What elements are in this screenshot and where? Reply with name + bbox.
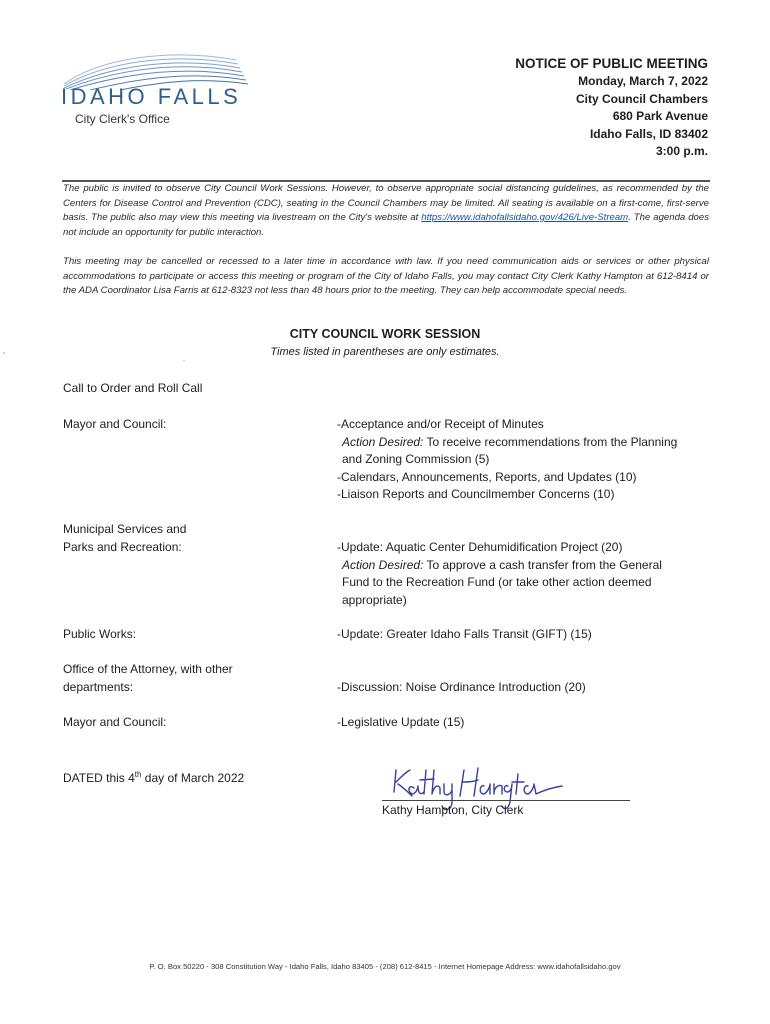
meeting-notice <box>515 55 708 161</box>
meeting-time: 3:00 p.m. <box>655 144 708 158</box>
attorney-label-line2: departments: <box>63 679 134 694</box>
signature-line <box>382 800 630 801</box>
dated-sup: th <box>134 770 142 779</box>
intro-text-end: . The agenda does not include an opportunity for public interaction. <box>63 212 709 238</box>
transit-item: -Update: Greater Idaho Falls Transit (GIFT) (15) <box>337 627 592 641</box>
liaison-item: -Liaison Reports and Councilmember Concerns (10) <box>337 487 615 501</box>
minutes-action-text: To receive recommendations from the Planning <box>423 434 678 449</box>
minutes-action-cont: and Zoning Commission (5) <box>342 452 490 466</box>
aquatic-action-cont2: appropriate) <box>342 592 407 607</box>
aquatic-item: -Update: Aquatic Center Dehumidification Project (20) <box>337 540 623 554</box>
accommodation-paragraph: This meeting may be cancelled or recessed to a later time in accordance with law. If you need communication aids or services or other physical accommodations to participate or access this meeting or program of the City of Idaho Falls, you may contact City Clerk Kathy Hampton at 612-8414 or the ADA Coordinator Lisa Farris at 612-8323 not less than 48 hours prior to the meeting. They can help accommodate special needs. <box>63 256 709 297</box>
signer-name: Kathy Hampton, City Clerk <box>382 803 524 817</box>
intro-paragraph <box>63 182 709 240</box>
intro-text: The public is invited to observe City Council Work Sessions. However, to observe appropriate social distancing guidelines, as recommended by the Centers for Disease Control and Prevention (CDC), seating in the Council Chambers may be limited. All seating is available on a first-come, first-serve basis. The public also may view this meeting via livestream on the City's website at <box>63 183 709 224</box>
page-footer: P. O. Box 50220 - 308 Constitution Way - Idaho Falls, Idaho 83405 - (208) 612-8415 - Internet Homepage Address: www.idahofallsidaho.gov <box>149 962 621 971</box>
session-subtitle: Times listed in parentheses are only estimates. <box>270 346 500 358</box>
dated-line <box>63 766 244 788</box>
noise-item: -Discussion: Noise Ordinance Introduction (20) <box>337 680 586 694</box>
office-name: City Clerk's Office <box>75 112 170 126</box>
minutes-action <box>337 434 717 452</box>
mayor-council-label-2: Mayor and Council: <box>63 715 167 729</box>
legislative-item: -Legislative Update (15) <box>337 715 465 729</box>
calendars-item: -Calendars, Announcements, Reports, and Updates (10) <box>337 469 637 484</box>
minutes-item: -Acceptance and/or Receipt of Minutes <box>337 417 544 431</box>
session-title: CITY COUNCIL WORK SESSION <box>289 327 481 341</box>
meeting-address: 680 Park Avenue <box>612 109 708 123</box>
dated-prefix: DATED this 4 <box>63 771 135 785</box>
meeting-date: Monday, March 7, 2022 <box>578 74 708 88</box>
logo-text: IDAHO FALLS <box>61 84 242 109</box>
aquatic-action-text: To approve a cash transfer from the General <box>423 557 662 572</box>
action-desired-label: Action Desired: <box>342 557 424 572</box>
municipal-label-line2: Parks and Recreation: <box>63 539 182 554</box>
agenda-block-minutes <box>337 416 717 504</box>
livestream-link[interactable]: https://www.idahofallsidaho.gov/426/Live-Stream <box>421 212 629 224</box>
municipal-label-line1: Municipal Services and <box>63 522 187 536</box>
public-works-label: Public Works: <box>63 627 137 641</box>
municipal-services-label <box>63 521 186 556</box>
notice-title: NOTICE OF PUBLIC MEETING <box>515 56 708 71</box>
scan-speck <box>3 352 5 354</box>
attorney-label <box>63 661 233 696</box>
agenda-block-aquatic <box>337 539 717 609</box>
aquatic-action <box>337 557 717 575</box>
attorney-label-line1: Office of the Attorney, with other <box>63 662 233 676</box>
dated-suffix: day of March 2022 <box>141 771 245 785</box>
call-to-order: Call to Order and Roll Call <box>63 381 203 395</box>
meeting-venue: City Council Chambers <box>575 91 708 106</box>
city-logo <box>60 46 250 136</box>
scan-speck <box>183 360 185 361</box>
aquatic-action-cont1: Fund to the Recreation Fund (or take other action deemed <box>342 575 652 589</box>
mayor-council-label: Mayor and Council: <box>63 417 167 431</box>
meeting-city: Idaho Falls, ID 83402 <box>589 126 708 141</box>
action-desired-label: Action Desired: <box>342 434 424 449</box>
